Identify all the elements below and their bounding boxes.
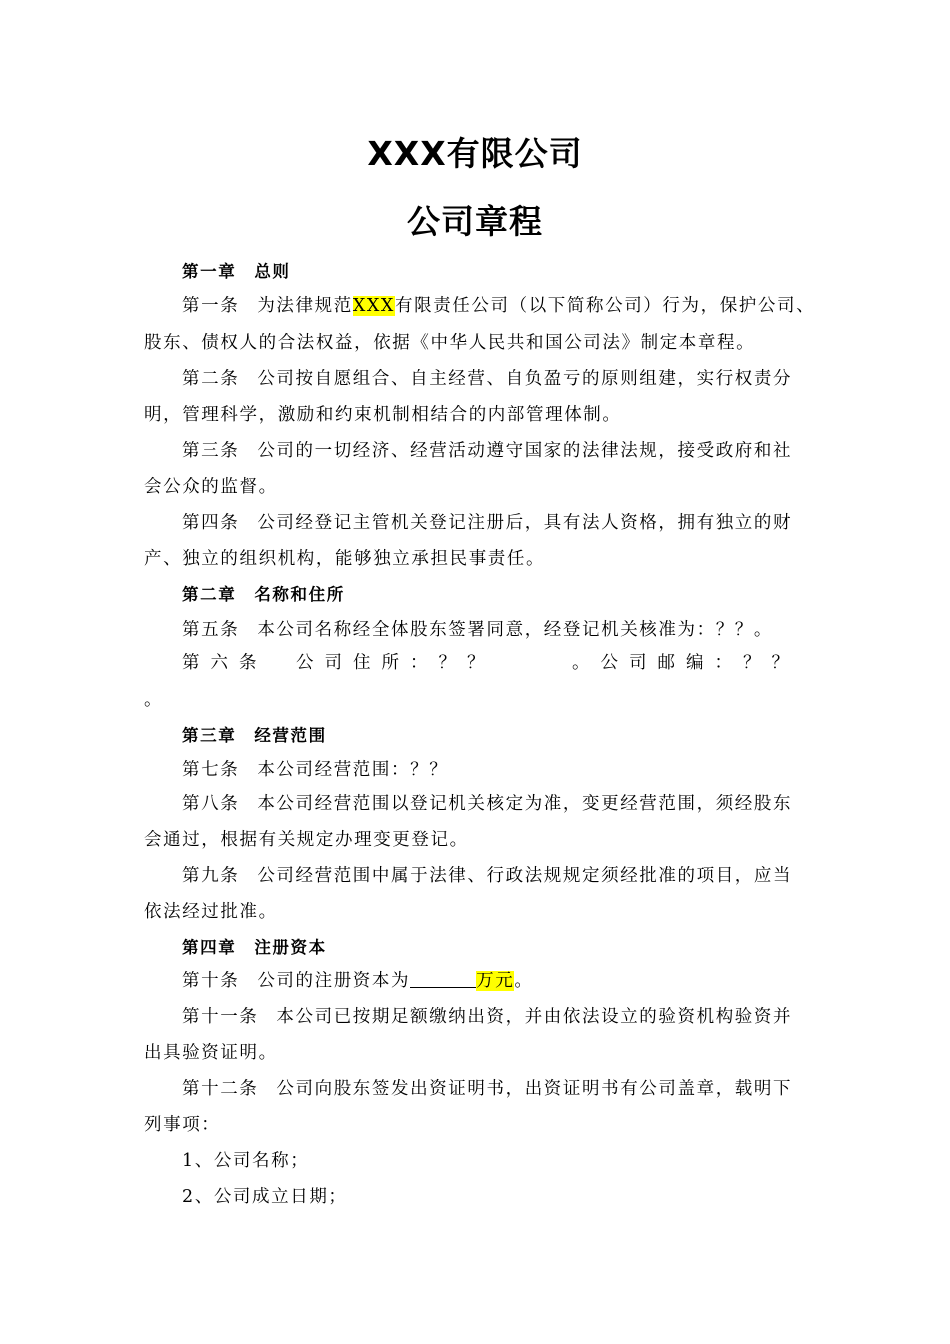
article-8	[182, 792, 814, 816]
article-1-number: 第一条	[182, 296, 240, 316]
company-title: XXX有限公司	[367, 134, 583, 173]
chapter-4-name: 注册资本	[254, 938, 327, 957]
article-7-text: 本公司经营范围：？？	[257, 760, 449, 780]
article-9-text: 公司经营范围中属于法律、行政法规规定须经批准的项目，应当	[257, 866, 793, 886]
capital-amount-blank	[410, 969, 476, 988]
article-3-number: 第三条	[182, 441, 240, 461]
article-12-text: 公司向股东签发出资证明书，出资证明书有公司盖章，载明下	[276, 1079, 793, 1099]
article-2-number: 第二条	[182, 369, 240, 389]
article-9-continued: 依法经过批准。	[144, 902, 278, 922]
article-11-continued: 出具验资证明。	[144, 1043, 278, 1063]
list-item: 1、公司名称；	[182, 1151, 310, 1171]
article-12-continued: 列事项：	[144, 1115, 221, 1135]
article-1-continued: 股东、债权人的合法权益，依据《中华人民共和国公司法》制定本章程。	[144, 333, 756, 353]
chapter-3-number: 第三章	[182, 726, 237, 745]
article-7	[182, 758, 814, 782]
document-title: 公司章程	[407, 202, 543, 241]
article-6-address	[182, 651, 496, 675]
article-8-text: 本公司经营范围以登记机关核定为准，变更经营范围，须经股东	[257, 794, 793, 814]
article-2	[182, 367, 814, 391]
article-1-text-post: 有限责任公司（以下简称公司）行为，保护公司、	[395, 296, 816, 316]
article-11	[182, 1005, 814, 1029]
chapter-3-name: 经营范围	[254, 726, 327, 745]
highlighted-unit: 万元	[476, 971, 515, 991]
article-6	[182, 651, 800, 675]
article-6-continued: 。	[144, 690, 164, 710]
article-2-text: 公司按自愿组合、自主经营、自负盈亏的原则组建，实行权责分	[257, 369, 793, 389]
article-9	[182, 864, 814, 888]
article-6-postcode	[572, 651, 800, 675]
article-6-address-text: 第六条 公司住所：？？	[182, 653, 496, 673]
chapter-2-heading	[182, 583, 814, 607]
list-item: 2、公司成立日期；	[182, 1187, 348, 1207]
article-12-number: 第十二条	[182, 1079, 259, 1099]
article-5-number: 第五条	[182, 620, 240, 640]
chapter-4-heading	[182, 936, 814, 960]
article-11-number: 第十一条	[182, 1007, 259, 1027]
chapter-2-number: 第二章	[182, 585, 237, 604]
article-3-continued: 会公众的监督。	[144, 477, 278, 497]
article-4-number: 第四条	[182, 513, 240, 533]
article-5-text: 本公司名称经全体股东签署同意，经登记机关核准为：？？。	[257, 620, 774, 640]
article-3	[182, 439, 814, 463]
article-10	[182, 969, 814, 993]
article-4-continued: 产、独立的组织机构，能够独立承担民事责任。	[144, 549, 546, 569]
highlighted-company-placeholder: XXX	[352, 296, 395, 316]
article-4-text: 公司经登记主管机关登记注册后，具有法人资格，拥有独立的财	[257, 513, 793, 533]
article-10-text-pre: 公司的注册资本为	[257, 971, 411, 991]
article-7-number: 第七条	[182, 760, 240, 780]
article-10-text-post: 。	[514, 971, 534, 991]
chapter-3-heading	[182, 724, 814, 748]
article-10-number: 第十条	[182, 971, 240, 991]
article-12	[182, 1077, 814, 1101]
chapter-1-name: 总则	[254, 262, 291, 281]
chapter-1-number: 第一章	[182, 262, 237, 281]
chapter-1-heading	[182, 260, 814, 284]
article-1	[182, 294, 814, 318]
chapter-4-number: 第四章	[182, 938, 237, 957]
article-3-text: 公司的一切经济、经营活动遵守国家的法律法规，接受政府和社	[257, 441, 793, 461]
chapter-2-name: 名称和住所	[254, 585, 345, 604]
article-9-number: 第九条	[182, 866, 240, 886]
article-5	[182, 618, 814, 642]
article-6-postcode-text: 。公司邮编：？？	[572, 653, 800, 673]
article-4	[182, 511, 814, 535]
article-2-continued: 明，管理科学，激励和约束机制相结合的内部管理体制。	[144, 405, 622, 425]
article-1-text-pre: 为法律规范	[257, 296, 353, 316]
article-8-number: 第八条	[182, 794, 240, 814]
article-11-text: 本公司已按期足额缴纳出资，并由依法设立的验资机构验资并	[276, 1007, 793, 1027]
article-8-continued: 会通过，根据有关规定办理变更登记。	[144, 830, 469, 850]
